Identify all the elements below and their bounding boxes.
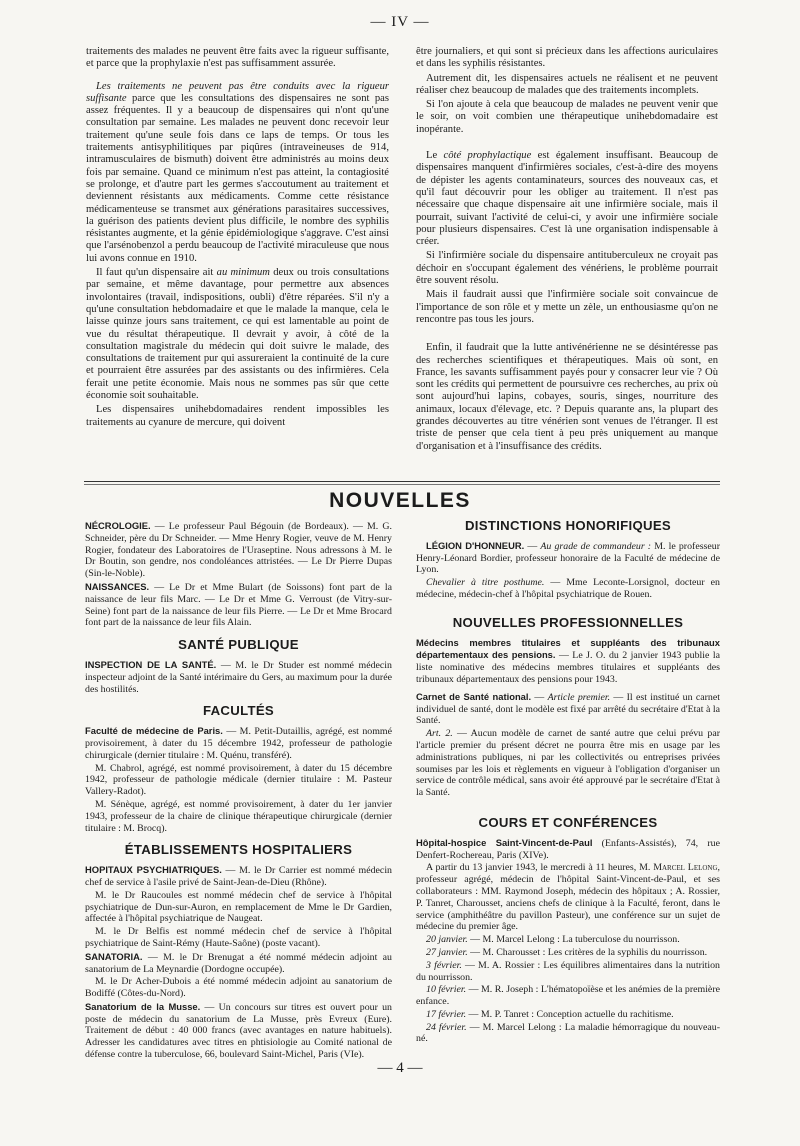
item-text: — M. Petit-Dutaillis, agrégé, est nommé provisoirement, à dater du 15 décembre 1942, professeur de pathologie chirurgicale (dernier titulaire : M. Quénu, transféré). xyxy=(85,726,392,761)
paragraph-text: parce que les consultations des dispensaires ne sont pas assez fréquentes. Il y a beaucoup de dispensaires qui n'ont qu'une consultation par semaine. Les malades ne peuvent donc recevoir leur traitement qu'une seule fois dans ce laps de temps. Or tous les traitements antisyphilitiques par piqûres (intraveineuses de 914, intramusculaires de bismuth) doivent être administrés au moins deux fois par semaine. Quand ce minimum n'est pas atteint, la contagiosité se prolonge, et d'autre part les germes s'accoutument au traitement et deviennent résistants aux médicaments. Comme cette résistance médicamenteuse se transmet aux générations parasitaires successives, la guérison des patients devient plus difficile, le nombre des syphilis résistantes augmente, et la génie épidémiologique s'aggrave. C'est ainsi que l'arsénobenzol a perdu beaucoup de l'activité miraculeuse que nous lui avons connue en 1910. xyxy=(86,92,389,264)
item-text: — Mme Leconte-Lorsignol, docteur en médecine, médecin-chef à l'hôpital psychiatrique de Rouen. xyxy=(416,577,720,600)
item-text: — Le professeur Paul Bégouin (de Bordeaux). — M. G. Schneider, père du Dr Schneider. — Mme Henry Rogier, veuve de M. Henry Rogier, fondateur des Laboratoires de l'Uraseptine. Nous adressons à M. le Dr Boutin, son gendre, nos condoléances attristées. — Le Dr Pierre Dupas (Sin-le-Noble). xyxy=(85,521,392,580)
item-text: — Le Dr et Mme Bulart (de Soissons) font part de la naissance de leur fils Marc. — Le Dr et Mme G. Verroust (de Vitry-sur-Seine) font part de la naissance de leur fils Pierre. — Le Dr et Mme Brocard font part de la naissance de leur fils Alain. xyxy=(85,581,392,629)
item-keyword: NÉCROLOGIE. xyxy=(85,520,151,531)
conference-date-item xyxy=(416,1009,720,1021)
nouvelles-title: NOUVELLES xyxy=(329,489,471,512)
news-item-inspection xyxy=(85,659,392,695)
news-item-naissances xyxy=(85,581,392,629)
paragraph-text: Le xyxy=(426,150,444,162)
item-keyword: SANATORIA. xyxy=(85,950,143,962)
news-item: M. le Dr Belfis est nommé médecin chef de service à l'hôpital psychiatrique de Saint-Rémy (Haute-Saône) (poste vacant). xyxy=(85,926,392,949)
news-item xyxy=(416,862,720,933)
news-item-carnet xyxy=(416,691,720,727)
article-paragraph xyxy=(86,267,389,402)
item-text: — xyxy=(524,540,541,552)
news-item: M. le Dr Raucoules est nommé médecin chef de service à l'hôpital psychiatrique de Dun-sur-Auron, en remplacement de Mme le Dr Gardien, affectée à l'hôpital psychiatrique de Naugeat. xyxy=(85,889,392,925)
article-paragraph: Enfin, il faudrait que la lutte antivénérienne ne se désintéresse pas des recherches scientifiques et thérapeutiques. Mais où sont, en France, les savants suffisamment payés pour y consacrer leur vie ? Où sont les crédits qui permettent de poursuivre ces recherches, au prix où sont aujourd'hui lapins, cobayes, souris, singes, nourriture des animaux, locaux d'élevage, etc. ? Depuis quarante ans, la plupart des grandes découvertes au titre vénérien sont venues de l'étranger. Il est triste de penser que cela tient à peu près uniquement au manque d'organisation et à l'insuffisance des crédits. xyxy=(416,342,718,452)
article-paragraph: Autrement dit, les dispensaires actuels ne réalisent et ne peuvent réaliser chez beaucoup de malades que des traitements incomplets. xyxy=(416,72,718,96)
italic-date: 10 février. xyxy=(426,984,467,996)
item-keyword: Carnet de Santé national. xyxy=(416,690,532,702)
section-divider xyxy=(84,481,720,482)
article-paragraph xyxy=(86,81,389,265)
smallcaps-name: Marcel Lelong xyxy=(653,862,718,874)
news-item-faculte xyxy=(85,725,392,761)
news-item-necrologie xyxy=(85,520,392,580)
news-item xyxy=(416,577,720,601)
news-item xyxy=(416,728,720,799)
article-paragraph: Si l'on ajoute à cela que beaucoup de malades ne peuvent venir que le soir, on voit combien une thérapeutique unihebdomadaire est inopérante. xyxy=(416,99,718,135)
news-item: M. Sénèque, agrégé, est nommé provisoirement, à dater du 1er janvier 1943, professeur de la chaire de clinique thérapeutique chirurgicale (dernier titulaire : M. Brocq). xyxy=(85,798,392,834)
item-text: — M. le Dr Studer est nommé médecin inspecteur adjoint de la Santé intérimaire du Gers, au maximum pour la durée des hostilités. xyxy=(85,659,392,695)
italic-lead: Les traitements ne peuvent pas être conduits avec la rigueur suffisante xyxy=(86,80,389,104)
news-column-left xyxy=(85,520,392,1062)
conference-date-item xyxy=(416,934,720,946)
italic-text: au minimum xyxy=(216,267,270,279)
italic-text: Art. 2. xyxy=(426,728,453,740)
news-item-musse xyxy=(85,1001,392,1061)
item-keyword: Sanatorium de la Musse. xyxy=(85,1000,201,1012)
page-header-roman: — IV — xyxy=(370,14,430,30)
italic-text: Au grade de commandeur : xyxy=(540,540,652,552)
item-text: — M. Marcel Lelong : La maladie hémorragique du nouveau-né. xyxy=(416,1021,720,1045)
article-column-left xyxy=(86,46,389,431)
item-text: M. le professeur Henry-Léonard Bordier, professeur honoraire de la Faculté de médecine de Lyon. xyxy=(416,540,721,576)
italic-date: 27 janvier. xyxy=(426,946,468,958)
item-text: — M. A. Rossier : Les équilibres alimentaires dans la nutrition du nourrisson. xyxy=(416,959,720,983)
item-text: — Il est institué un carnet individuel de santé, dont le modèle est fixé par arrêté du secrétaire d'Etat à la Santé. xyxy=(416,691,720,727)
section-title-cours: COURS ET CONFÉRENCES xyxy=(478,814,658,830)
news-item: M. le Dr Acher-Dubois a été nommé médecin adjoint au sanatorium de Bodiffé (Côtes-du-Nord). xyxy=(85,976,392,1000)
item-text: — Aucun modèle de carnet de santé autre que celui prévu par l'article premier du présent décret ne pourra être mis en usage par les administrations publiques, ni par les collectivités ou entreprises privées soumises par les lois et règlements en vigueur à l'obligation d'organiser un service de contrôle médical, sans avoir été approuvé par le secrétaire d'Etat à la Santé. xyxy=(416,728,720,799)
italic-text: Article premier. xyxy=(547,691,611,703)
item-text: — M. R. Joseph : L'hématopoïèse et les anémies de la première enfance. xyxy=(416,984,720,1008)
item-keyword: NAISSANCES. xyxy=(85,580,150,592)
article-paragraph: traitements des malades ne peuvent être faits avec la rigueur suffisante, et parce que la prophylaxie n'est pas suffisamment assurée. xyxy=(86,46,389,70)
news-item-hopital-sv xyxy=(416,837,720,862)
news-item-hopitaux xyxy=(85,864,392,889)
page-footer-number: — 4 — xyxy=(377,1060,423,1076)
item-text: — xyxy=(531,691,548,703)
item-text: — Le J. O. du 2 janvier 1943 publie la liste nominative des médecins membres titulaires et suppléants des tribunaux départementaux des pensions pour 1943. xyxy=(416,650,720,685)
item-text: , professeur agrégé, médecin de l'hôpital Saint-Vincent-de-Paul, et ses collaborateurs : MM. Raymond Joseph, médecin des hôpitaux ; A. Rossier, P. Tanret, Charousset, anciens chefs de clinique à la Faculté, feront, dans le service (amphithéâtre du pavillon Pasteur), une conférence sur un sujet de médecine du premier âge. xyxy=(416,862,720,933)
conference-date-item xyxy=(416,984,720,1008)
conference-date-item xyxy=(416,1022,720,1046)
section-divider xyxy=(84,484,720,485)
news-column-right xyxy=(416,520,720,1046)
item-keyword: INSPECTION DE LA SANTÉ. xyxy=(85,658,217,670)
section-title-etablissements: ÉTABLISSEMENTS HOSPITALIERS xyxy=(124,842,353,858)
news-item-legion xyxy=(416,540,720,576)
item-keyword: Hôpital-hospice Saint-Vincent-de-Paul xyxy=(416,836,593,848)
paragraph-text: est également insuffisant. Beaucoup de dispensaires manquent d'infirmières sociales, c'est-à-dire des moyens de dépister les agents contaminateurs, sources des nouveaux cas, et qu'il faut découvrir pour les obliger au traitement. Il n'est pas nécessaire que chaque dispensaire ait une infirmière sociale, mais il pourrait, suivant l'activité de celui-ci, y avoir une infirmière sociale pour plusieurs dispensaires. C'est là une organisation indispensable à créer. xyxy=(416,150,718,248)
conference-date-item xyxy=(416,960,720,984)
news-item-tribunaux xyxy=(416,637,720,686)
item-keyword: HOPITAUX PSYCHIATRIQUES. xyxy=(85,864,222,876)
item-text: — M. P. Tanret : Conception actuelle du rachitisme. xyxy=(466,1008,674,1020)
article-column-right xyxy=(416,46,718,455)
italic-date: 20 janvier. xyxy=(426,934,468,946)
item-text: — M. Charousset : Les critères de la syphilis du nourrisson. xyxy=(467,946,708,958)
item-keyword: Médecins membres titulaires et suppléants des tribunaux départementaux des pensions. xyxy=(416,636,720,661)
item-text: — M. Marcel Lelong : La tuberculose du nourrisson. xyxy=(467,934,680,946)
article-paragraph: Les dispensaires unihebdomadaires rendent impossibles les traitements au cyanure de mercure, qui doivent xyxy=(86,404,389,428)
article-paragraph: Mais il faudrait aussi que l'infirmière sociale soit convaincue de l'importance de son rôle et y mette un zèle, un enthousiasme qu'on ne rencontre pas tous les jours. xyxy=(416,289,718,325)
item-text: — Un concours sur titres est ouvert pour un poste de médecin du sanatorium de La Musse, près Evreux (Eure). Traitement de début : 40 000 francs (avec avantages en nature habituels). Adresser les candidatures avec titres en phtisiologie au Comité national de défense contre la tuberculose, 66, boulevard Saint-Michel, Paris (VIe). xyxy=(85,1001,392,1061)
italic-date: 24 février. xyxy=(426,1021,467,1033)
article-paragraph: Si l'infirmière sociale du dispensaire antituberculeux ne croyait pas déchoir en s'occupant également des vénériens, le problème pourrait être souvent résolu. xyxy=(416,250,718,287)
item-keyword: Faculté de médecine de Paris. xyxy=(85,725,223,737)
paragraph-text: deux ou trois consultations par semaine, et même davantage, pour permettre aux absences involontaires (travail, indispositions, oubli) d'être réparées. S'il n'y a qu'une consultation hebdomadaire et que le malade la manque, cela le laisse quinze jours sans traitement, ce qui est lamentable au point de vue du résultat thérapeutique. Il devrait y avoir, à côté de la consultation magistrale du médecin qui doit suivre le malade, des consultations de traitement pur qui assureraient la continuité de la cure et pourraient être assurées par des assistants ou des infirmières. Cela ferait une petite économie. Mais nous ne sommes pas sûr que cette économie soit souhaitable. xyxy=(86,267,389,402)
item-text: — M. le Dr Brenugat a été nommé médecin adjoint au sanatorium de La Meynardie (Dordogne occupée). xyxy=(85,951,392,975)
item-text: A partir du 13 janvier 1943, le mercredi à 11 heures, M. xyxy=(426,862,654,874)
article-paragraph: être journaliers, et qui sont si précieux dans les affections auriculaires et dans les syphilis résistantes. xyxy=(416,46,718,70)
section-title-sante: SANTÉ PUBLIQUE xyxy=(178,637,299,653)
item-keyword: LÉGION D'HONNEUR. xyxy=(426,539,525,551)
section-title-distinctions: DISTINCTIONS HONORIFIQUES xyxy=(464,518,672,533)
italic-date: 3 février. xyxy=(426,959,462,971)
article-paragraph xyxy=(416,150,718,248)
item-text: — M. le Dr Carrier est nommé médecin chef de service à l'asile privé de Saint-Jean-de-Dieu (Rhône). xyxy=(85,865,392,888)
item-text: (Enfants-Assistés), 74, rue Denfert-Rochereau, Paris (XIVe). xyxy=(416,837,720,861)
italic-text: côté prophylactique xyxy=(443,150,532,162)
italic-text: Chevalier à titre posthume. xyxy=(426,577,545,589)
news-item-sanatoria xyxy=(85,951,392,976)
italic-date: 17 février. xyxy=(426,1008,467,1020)
conference-date-item xyxy=(416,947,720,959)
paragraph-text: Il faut qu'un dispensaire ait xyxy=(96,267,217,279)
news-item: M. Chabrol, agrégé, est nommé provisoirement, à dater du 15 décembre 1942, professeur de pathologie médicale (dernier titulaire : M. Pasteur Vallery-Radot). xyxy=(85,762,392,798)
section-title-professionnelles: NOUVELLES PROFESSIONNELLES xyxy=(452,614,684,630)
section-title-facultes: FACULTÉS xyxy=(202,703,275,719)
